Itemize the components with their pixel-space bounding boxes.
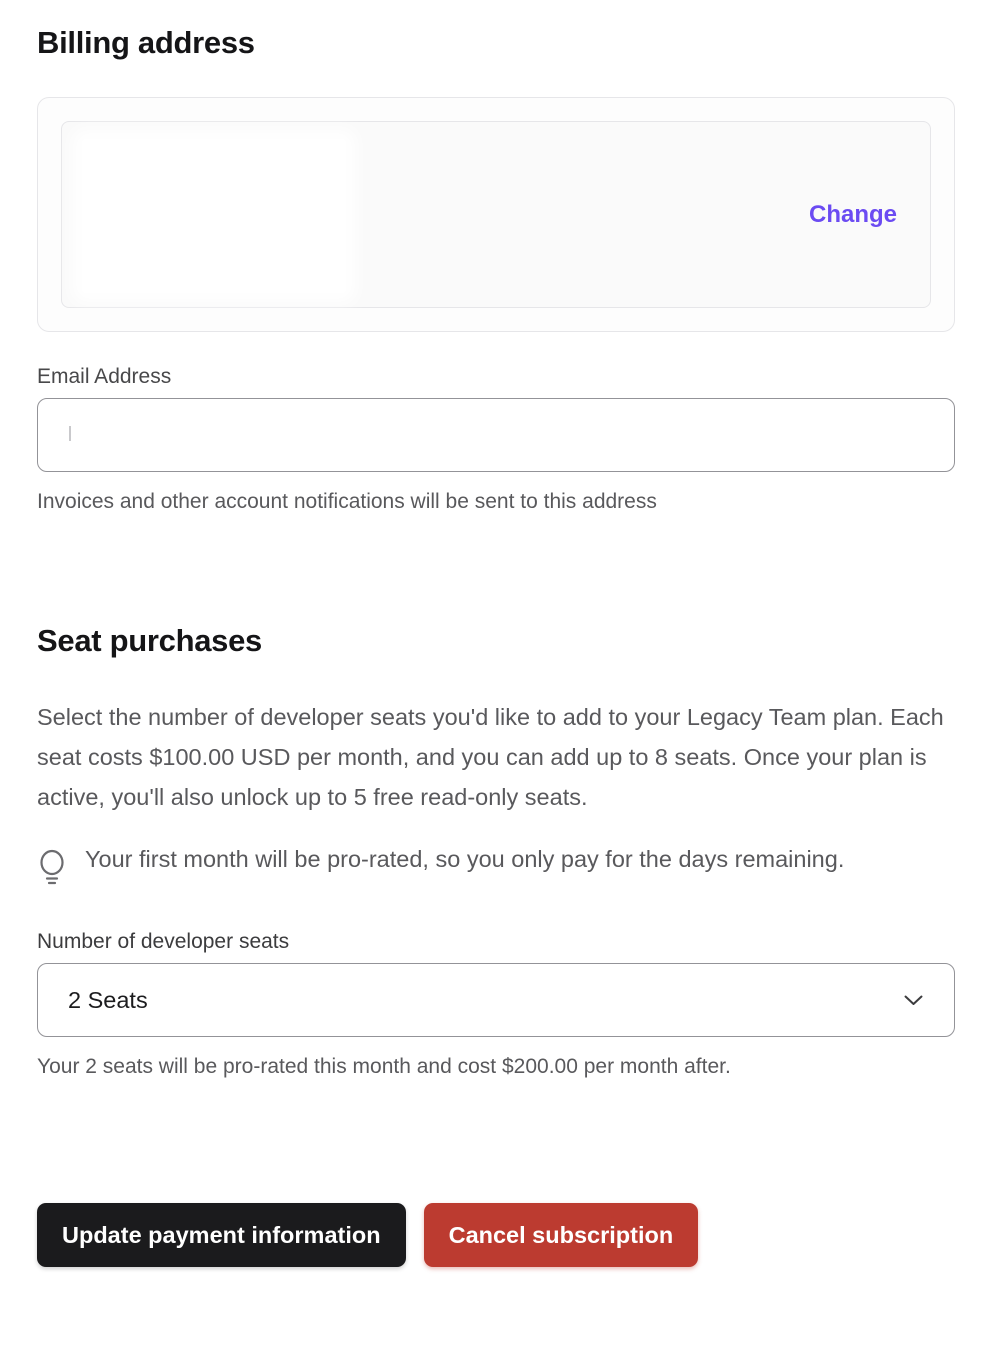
prorate-tip — [37, 839, 955, 891]
change-billing-address-link[interactable]: Change — [808, 200, 897, 228]
developer-seats-select[interactable] — [37, 963, 955, 1037]
billing-address-title: Billing address — [37, 25, 255, 60]
billing-address-card — [37, 97, 955, 332]
prorate-tip-text: Your first month will be pro-rated, so you only pay for the days remaining. — [85, 846, 845, 872]
action-buttons-row — [37, 1203, 955, 1267]
lightbulb-icon — [38, 848, 66, 891]
text-caret — [69, 426, 71, 441]
billing-address-redacted-block — [82, 139, 346, 293]
update-payment-button[interactable]: Update payment information — [37, 1203, 406, 1267]
seat-purchases-title: Seat purchases — [37, 623, 262, 658]
seat-purchases-description: Select the number of developer seats you'd like to add to your Legacy Team plan. Each seat costs $100.00 USD per month, and you can add up to 8 seats. Once your plan is active, you'll also unlock up to 5 free read-only seats. — [37, 704, 944, 810]
billing-address-card-inner — [61, 121, 931, 308]
developer-seats-selected-value: 2 Seats — [68, 986, 148, 1013]
chevron-down-icon — [903, 994, 924, 1007]
email-helper-text: Invoices and other account notifications will be sent to this address — [37, 490, 657, 513]
cancel-subscription-button[interactable]: Cancel subscription — [424, 1203, 699, 1267]
email-address-input[interactable] — [37, 398, 955, 472]
email-address-label: Email Address — [37, 365, 172, 388]
developer-seats-label: Number of developer seats — [37, 930, 290, 953]
seats-helper-text: Your 2 seats will be pro-rated this month and cost $200.00 per month after. — [37, 1055, 731, 1078]
